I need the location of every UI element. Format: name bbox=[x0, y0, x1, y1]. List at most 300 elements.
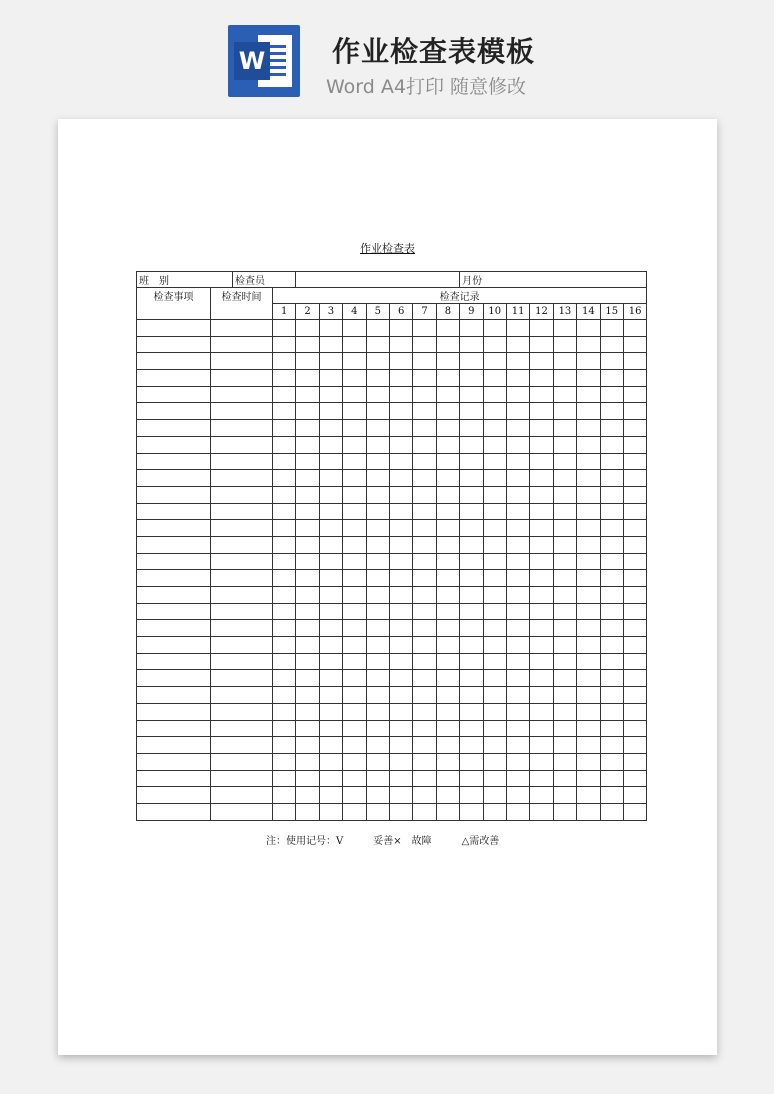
record-cell[interactable] bbox=[436, 486, 459, 503]
record-cell[interactable] bbox=[530, 520, 553, 537]
record-cell[interactable] bbox=[296, 320, 319, 337]
record-cell[interactable] bbox=[460, 536, 483, 553]
record-cell[interactable] bbox=[506, 687, 529, 704]
record-cell[interactable] bbox=[413, 653, 436, 670]
record-cell[interactable] bbox=[506, 737, 529, 754]
record-cell[interactable] bbox=[389, 536, 412, 553]
record-cell[interactable] bbox=[273, 453, 296, 470]
record-cell[interactable] bbox=[389, 386, 412, 403]
record-cell[interactable] bbox=[343, 637, 366, 654]
record-cell[interactable] bbox=[623, 620, 646, 637]
record-cell[interactable] bbox=[460, 687, 483, 704]
record-cell[interactable] bbox=[366, 536, 389, 553]
record-cell[interactable] bbox=[273, 653, 296, 670]
record-cell[interactable] bbox=[389, 753, 412, 770]
record-cell[interactable] bbox=[506, 720, 529, 737]
item-cell[interactable] bbox=[137, 670, 211, 687]
item-cell[interactable] bbox=[137, 787, 211, 804]
item-cell[interactable] bbox=[137, 620, 211, 637]
record-cell[interactable] bbox=[577, 603, 600, 620]
record-cell[interactable] bbox=[343, 753, 366, 770]
record-cell[interactable] bbox=[413, 687, 436, 704]
record-cell[interactable] bbox=[530, 370, 553, 387]
record-cell[interactable] bbox=[483, 553, 506, 570]
record-cell[interactable] bbox=[506, 453, 529, 470]
record-cell[interactable] bbox=[600, 620, 623, 637]
record-cell[interactable] bbox=[319, 353, 342, 370]
record-cell[interactable] bbox=[343, 353, 366, 370]
record-cell[interactable] bbox=[460, 486, 483, 503]
record-cell[interactable] bbox=[273, 603, 296, 620]
item-cell[interactable] bbox=[137, 653, 211, 670]
record-cell[interactable] bbox=[530, 420, 553, 437]
record-cell[interactable] bbox=[483, 536, 506, 553]
record-cell[interactable] bbox=[389, 470, 412, 487]
record-cell[interactable] bbox=[577, 370, 600, 387]
record-cell[interactable] bbox=[343, 687, 366, 704]
record-cell[interactable] bbox=[413, 603, 436, 620]
record-cell[interactable] bbox=[530, 386, 553, 403]
record-cell[interactable] bbox=[413, 353, 436, 370]
record-cell[interactable] bbox=[319, 770, 342, 787]
record-cell[interactable] bbox=[273, 320, 296, 337]
record-cell[interactable] bbox=[553, 737, 576, 754]
record-cell[interactable] bbox=[319, 503, 342, 520]
record-cell[interactable] bbox=[413, 453, 436, 470]
record-cell[interactable] bbox=[460, 603, 483, 620]
record-cell[interactable] bbox=[319, 403, 342, 420]
record-cell[interactable] bbox=[600, 520, 623, 537]
record-cell[interactable] bbox=[506, 803, 529, 820]
time-cell[interactable] bbox=[211, 737, 273, 754]
record-cell[interactable] bbox=[436, 670, 459, 687]
time-cell[interactable] bbox=[211, 320, 273, 337]
record-cell[interactable] bbox=[389, 503, 412, 520]
record-cell[interactable] bbox=[623, 603, 646, 620]
record-cell[interactable] bbox=[600, 720, 623, 737]
record-cell[interactable] bbox=[623, 803, 646, 820]
time-cell[interactable] bbox=[211, 453, 273, 470]
record-cell[interactable] bbox=[460, 637, 483, 654]
record-cell[interactable] bbox=[413, 403, 436, 420]
record-cell[interactable] bbox=[506, 320, 529, 337]
record-cell[interactable] bbox=[343, 703, 366, 720]
record-cell[interactable] bbox=[273, 353, 296, 370]
record-cell[interactable] bbox=[413, 420, 436, 437]
record-cell[interactable] bbox=[553, 687, 576, 704]
record-cell[interactable] bbox=[506, 570, 529, 587]
time-cell[interactable] bbox=[211, 536, 273, 553]
record-cell[interactable] bbox=[623, 553, 646, 570]
record-cell[interactable] bbox=[436, 386, 459, 403]
record-cell[interactable] bbox=[506, 637, 529, 654]
record-cell[interactable] bbox=[460, 420, 483, 437]
record-cell[interactable] bbox=[460, 353, 483, 370]
time-cell[interactable] bbox=[211, 403, 273, 420]
item-cell[interactable] bbox=[137, 320, 211, 337]
record-cell[interactable] bbox=[343, 670, 366, 687]
record-cell[interactable] bbox=[436, 803, 459, 820]
record-cell[interactable] bbox=[319, 587, 342, 604]
record-cell[interactable] bbox=[623, 737, 646, 754]
item-cell[interactable] bbox=[137, 553, 211, 570]
record-cell[interactable] bbox=[389, 603, 412, 620]
item-cell[interactable] bbox=[137, 536, 211, 553]
record-cell[interactable] bbox=[273, 770, 296, 787]
record-cell[interactable] bbox=[506, 553, 529, 570]
record-cell[interactable] bbox=[296, 720, 319, 737]
record-cell[interactable] bbox=[460, 703, 483, 720]
record-cell[interactable] bbox=[389, 620, 412, 637]
record-cell[interactable] bbox=[553, 553, 576, 570]
record-cell[interactable] bbox=[483, 503, 506, 520]
time-cell[interactable] bbox=[211, 553, 273, 570]
item-cell[interactable] bbox=[137, 803, 211, 820]
record-cell[interactable] bbox=[577, 420, 600, 437]
record-cell[interactable] bbox=[296, 553, 319, 570]
record-cell[interactable] bbox=[319, 720, 342, 737]
record-cell[interactable] bbox=[413, 470, 436, 487]
record-cell[interactable] bbox=[600, 436, 623, 453]
record-cell[interactable] bbox=[389, 703, 412, 720]
record-cell[interactable] bbox=[600, 587, 623, 604]
time-cell[interactable] bbox=[211, 570, 273, 587]
record-cell[interactable] bbox=[436, 436, 459, 453]
item-cell[interactable] bbox=[137, 587, 211, 604]
record-cell[interactable] bbox=[600, 536, 623, 553]
record-cell[interactable] bbox=[389, 370, 412, 387]
record-cell[interactable] bbox=[506, 486, 529, 503]
record-cell[interactable] bbox=[296, 787, 319, 804]
record-cell[interactable] bbox=[483, 320, 506, 337]
record-cell[interactable] bbox=[436, 536, 459, 553]
record-cell[interactable] bbox=[389, 336, 412, 353]
record-cell[interactable] bbox=[413, 486, 436, 503]
record-cell[interactable] bbox=[366, 637, 389, 654]
record-cell[interactable] bbox=[296, 603, 319, 620]
record-cell[interactable] bbox=[623, 703, 646, 720]
item-cell[interactable] bbox=[137, 603, 211, 620]
record-cell[interactable] bbox=[436, 787, 459, 804]
record-cell[interactable] bbox=[577, 753, 600, 770]
record-cell[interactable] bbox=[389, 553, 412, 570]
time-cell[interactable] bbox=[211, 436, 273, 453]
record-cell[interactable] bbox=[530, 470, 553, 487]
time-cell[interactable] bbox=[211, 486, 273, 503]
record-cell[interactable] bbox=[296, 353, 319, 370]
item-cell[interactable] bbox=[137, 753, 211, 770]
record-cell[interactable] bbox=[460, 453, 483, 470]
record-cell[interactable] bbox=[623, 520, 646, 537]
record-cell[interactable] bbox=[366, 336, 389, 353]
record-cell[interactable] bbox=[389, 787, 412, 804]
record-cell[interactable] bbox=[366, 570, 389, 587]
record-cell[interactable] bbox=[553, 403, 576, 420]
record-cell[interactable] bbox=[553, 420, 576, 437]
record-cell[interactable] bbox=[530, 453, 553, 470]
record-cell[interactable] bbox=[389, 320, 412, 337]
record-cell[interactable] bbox=[389, 353, 412, 370]
record-cell[interactable] bbox=[460, 670, 483, 687]
record-cell[interactable] bbox=[366, 486, 389, 503]
record-cell[interactable] bbox=[483, 486, 506, 503]
record-cell[interactable] bbox=[600, 570, 623, 587]
item-cell[interactable] bbox=[137, 770, 211, 787]
record-cell[interactable] bbox=[553, 470, 576, 487]
record-cell[interactable] bbox=[600, 420, 623, 437]
record-cell[interactable] bbox=[436, 453, 459, 470]
record-cell[interactable] bbox=[460, 470, 483, 487]
item-cell[interactable] bbox=[137, 687, 211, 704]
record-cell[interactable] bbox=[343, 320, 366, 337]
item-cell[interactable] bbox=[137, 370, 211, 387]
record-cell[interactable] bbox=[483, 336, 506, 353]
record-cell[interactable] bbox=[553, 770, 576, 787]
record-cell[interactable] bbox=[413, 536, 436, 553]
record-cell[interactable] bbox=[319, 703, 342, 720]
time-cell[interactable] bbox=[211, 603, 273, 620]
record-cell[interactable] bbox=[296, 703, 319, 720]
record-cell[interactable] bbox=[483, 603, 506, 620]
record-cell[interactable] bbox=[436, 520, 459, 537]
record-cell[interactable] bbox=[366, 620, 389, 637]
record-cell[interactable] bbox=[530, 403, 553, 420]
time-cell[interactable] bbox=[211, 470, 273, 487]
record-cell[interactable] bbox=[577, 503, 600, 520]
record-cell[interactable] bbox=[273, 720, 296, 737]
record-cell[interactable] bbox=[506, 770, 529, 787]
record-cell[interactable] bbox=[530, 703, 553, 720]
record-cell[interactable] bbox=[296, 770, 319, 787]
record-cell[interactable] bbox=[436, 503, 459, 520]
record-cell[interactable] bbox=[389, 670, 412, 687]
time-cell[interactable] bbox=[211, 336, 273, 353]
record-cell[interactable] bbox=[553, 536, 576, 553]
record-cell[interactable] bbox=[600, 470, 623, 487]
record-cell[interactable] bbox=[366, 803, 389, 820]
record-cell[interactable] bbox=[273, 553, 296, 570]
record-cell[interactable] bbox=[460, 386, 483, 403]
time-cell[interactable] bbox=[211, 703, 273, 720]
record-cell[interactable] bbox=[296, 420, 319, 437]
record-cell[interactable] bbox=[577, 720, 600, 737]
record-cell[interactable] bbox=[436, 753, 459, 770]
record-cell[interactable] bbox=[483, 653, 506, 670]
record-cell[interactable] bbox=[530, 637, 553, 654]
item-cell[interactable] bbox=[137, 737, 211, 754]
item-cell[interactable] bbox=[137, 386, 211, 403]
record-cell[interactable] bbox=[296, 737, 319, 754]
record-cell[interactable] bbox=[460, 370, 483, 387]
record-cell[interactable] bbox=[506, 603, 529, 620]
record-cell[interactable] bbox=[366, 503, 389, 520]
record-cell[interactable] bbox=[273, 570, 296, 587]
record-cell[interactable] bbox=[577, 520, 600, 537]
record-cell[interactable] bbox=[296, 536, 319, 553]
record-cell[interactable] bbox=[413, 753, 436, 770]
record-cell[interactable] bbox=[553, 486, 576, 503]
item-cell[interactable] bbox=[137, 403, 211, 420]
record-cell[interactable] bbox=[413, 787, 436, 804]
record-cell[interactable] bbox=[553, 637, 576, 654]
item-cell[interactable] bbox=[137, 570, 211, 587]
time-cell[interactable] bbox=[211, 637, 273, 654]
record-cell[interactable] bbox=[530, 536, 553, 553]
record-cell[interactable] bbox=[577, 353, 600, 370]
record-cell[interactable] bbox=[506, 386, 529, 403]
record-cell[interactable] bbox=[600, 386, 623, 403]
record-cell[interactable] bbox=[577, 486, 600, 503]
record-cell[interactable] bbox=[273, 436, 296, 453]
record-cell[interactable] bbox=[577, 687, 600, 704]
record-cell[interactable] bbox=[366, 603, 389, 620]
record-cell[interactable] bbox=[343, 536, 366, 553]
record-cell[interactable] bbox=[319, 803, 342, 820]
record-cell[interactable] bbox=[273, 536, 296, 553]
record-cell[interactable] bbox=[577, 703, 600, 720]
record-cell[interactable] bbox=[483, 453, 506, 470]
record-cell[interactable] bbox=[460, 653, 483, 670]
item-cell[interactable] bbox=[137, 486, 211, 503]
record-cell[interactable] bbox=[577, 386, 600, 403]
record-cell[interactable] bbox=[436, 770, 459, 787]
record-cell[interactable] bbox=[273, 503, 296, 520]
record-cell[interactable] bbox=[506, 353, 529, 370]
item-cell[interactable] bbox=[137, 470, 211, 487]
time-cell[interactable] bbox=[211, 687, 273, 704]
record-cell[interactable] bbox=[296, 620, 319, 637]
record-cell[interactable] bbox=[553, 653, 576, 670]
record-cell[interactable] bbox=[623, 420, 646, 437]
time-cell[interactable] bbox=[211, 787, 273, 804]
record-cell[interactable] bbox=[436, 420, 459, 437]
record-cell[interactable] bbox=[623, 570, 646, 587]
record-cell[interactable] bbox=[577, 770, 600, 787]
record-cell[interactable] bbox=[296, 570, 319, 587]
record-cell[interactable] bbox=[530, 720, 553, 737]
record-cell[interactable] bbox=[343, 620, 366, 637]
record-cell[interactable] bbox=[436, 687, 459, 704]
record-cell[interactable] bbox=[436, 370, 459, 387]
record-cell[interactable] bbox=[483, 637, 506, 654]
record-cell[interactable] bbox=[319, 520, 342, 537]
inspector-value-cell[interactable] bbox=[296, 272, 460, 288]
record-cell[interactable] bbox=[273, 737, 296, 754]
record-cell[interactable] bbox=[343, 453, 366, 470]
record-cell[interactable] bbox=[273, 336, 296, 353]
record-cell[interactable] bbox=[483, 470, 506, 487]
record-cell[interactable] bbox=[389, 453, 412, 470]
record-cell[interactable] bbox=[600, 670, 623, 687]
record-cell[interactable] bbox=[413, 720, 436, 737]
record-cell[interactable] bbox=[460, 436, 483, 453]
record-cell[interactable] bbox=[343, 803, 366, 820]
record-cell[interactable] bbox=[577, 637, 600, 654]
record-cell[interactable] bbox=[623, 637, 646, 654]
record-cell[interactable] bbox=[319, 320, 342, 337]
time-cell[interactable] bbox=[211, 386, 273, 403]
record-cell[interactable] bbox=[366, 720, 389, 737]
record-cell[interactable] bbox=[623, 453, 646, 470]
record-cell[interactable] bbox=[343, 370, 366, 387]
record-cell[interactable] bbox=[553, 453, 576, 470]
record-cell[interactable] bbox=[366, 520, 389, 537]
record-cell[interactable] bbox=[343, 553, 366, 570]
record-cell[interactable] bbox=[553, 703, 576, 720]
record-cell[interactable] bbox=[343, 720, 366, 737]
record-cell[interactable] bbox=[553, 753, 576, 770]
record-cell[interactable] bbox=[577, 553, 600, 570]
record-cell[interactable] bbox=[413, 503, 436, 520]
record-cell[interactable] bbox=[577, 336, 600, 353]
record-cell[interactable] bbox=[436, 737, 459, 754]
record-cell[interactable] bbox=[530, 436, 553, 453]
record-cell[interactable] bbox=[577, 436, 600, 453]
record-cell[interactable] bbox=[600, 637, 623, 654]
record-cell[interactable] bbox=[600, 353, 623, 370]
time-cell[interactable] bbox=[211, 620, 273, 637]
record-cell[interactable] bbox=[319, 653, 342, 670]
record-cell[interactable] bbox=[366, 653, 389, 670]
record-cell[interactable] bbox=[600, 553, 623, 570]
record-cell[interactable] bbox=[600, 703, 623, 720]
record-cell[interactable] bbox=[623, 386, 646, 403]
record-cell[interactable] bbox=[483, 587, 506, 604]
record-cell[interactable] bbox=[600, 787, 623, 804]
record-cell[interactable] bbox=[530, 320, 553, 337]
record-cell[interactable] bbox=[483, 670, 506, 687]
record-cell[interactable] bbox=[343, 520, 366, 537]
record-cell[interactable] bbox=[319, 436, 342, 453]
record-cell[interactable] bbox=[436, 570, 459, 587]
record-cell[interactable] bbox=[506, 587, 529, 604]
record-cell[interactable] bbox=[319, 637, 342, 654]
record-cell[interactable] bbox=[553, 320, 576, 337]
record-cell[interactable] bbox=[436, 320, 459, 337]
record-cell[interactable] bbox=[273, 420, 296, 437]
record-cell[interactable] bbox=[389, 687, 412, 704]
record-cell[interactable] bbox=[483, 370, 506, 387]
record-cell[interactable] bbox=[413, 370, 436, 387]
record-cell[interactable] bbox=[460, 503, 483, 520]
record-cell[interactable] bbox=[600, 453, 623, 470]
record-cell[interactable] bbox=[389, 737, 412, 754]
record-cell[interactable] bbox=[460, 803, 483, 820]
record-cell[interactable] bbox=[319, 420, 342, 437]
record-cell[interactable] bbox=[506, 653, 529, 670]
record-cell[interactable] bbox=[366, 553, 389, 570]
record-cell[interactable] bbox=[553, 670, 576, 687]
record-cell[interactable] bbox=[600, 336, 623, 353]
record-cell[interactable] bbox=[553, 603, 576, 620]
record-cell[interactable] bbox=[530, 587, 553, 604]
record-cell[interactable] bbox=[623, 787, 646, 804]
record-cell[interactable] bbox=[366, 320, 389, 337]
record-cell[interactable] bbox=[577, 620, 600, 637]
record-cell[interactable] bbox=[343, 737, 366, 754]
record-cell[interactable] bbox=[389, 403, 412, 420]
record-cell[interactable] bbox=[483, 620, 506, 637]
record-cell[interactable] bbox=[600, 486, 623, 503]
record-cell[interactable] bbox=[389, 420, 412, 437]
record-cell[interactable] bbox=[530, 653, 553, 670]
record-cell[interactable] bbox=[296, 587, 319, 604]
record-cell[interactable] bbox=[623, 653, 646, 670]
record-cell[interactable] bbox=[530, 620, 553, 637]
record-cell[interactable] bbox=[460, 753, 483, 770]
item-cell[interactable] bbox=[137, 503, 211, 520]
record-cell[interactable] bbox=[296, 386, 319, 403]
